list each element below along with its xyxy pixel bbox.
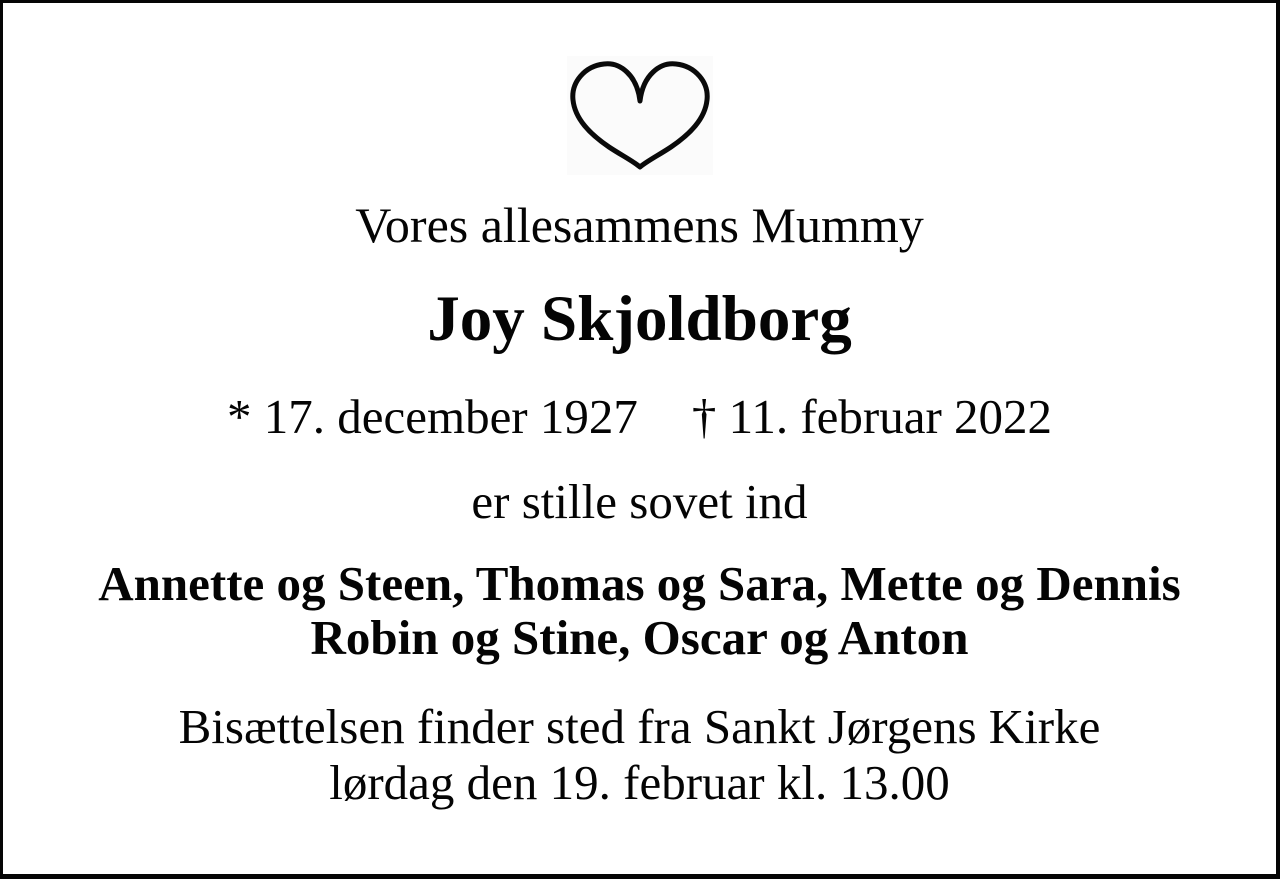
family-names-line-2: Robin og Stine, Oscar og Anton [310,610,969,665]
intro-line: Vores allesammens Mummy [355,197,924,253]
death-date: † 11. februar 2022 [691,389,1053,444]
ceremony-line-2: lørdag den 19. februar kl. 13.00 [329,755,950,810]
heart-icon [567,56,713,175]
message-line: er stille sovet ind [471,474,808,529]
life-dates-line [3,389,1276,444]
deceased-name: Joy Skjoldborg [427,283,852,355]
birth-date: * 17. december 1927 [226,389,638,444]
family-names-line-1: Annette og Steen, Thomas og Sara, Mette og Dennis [98,556,1181,611]
ceremony-line-1: Bisættelsen finder sted fra Sankt Jørgens Kirke [178,699,1101,754]
